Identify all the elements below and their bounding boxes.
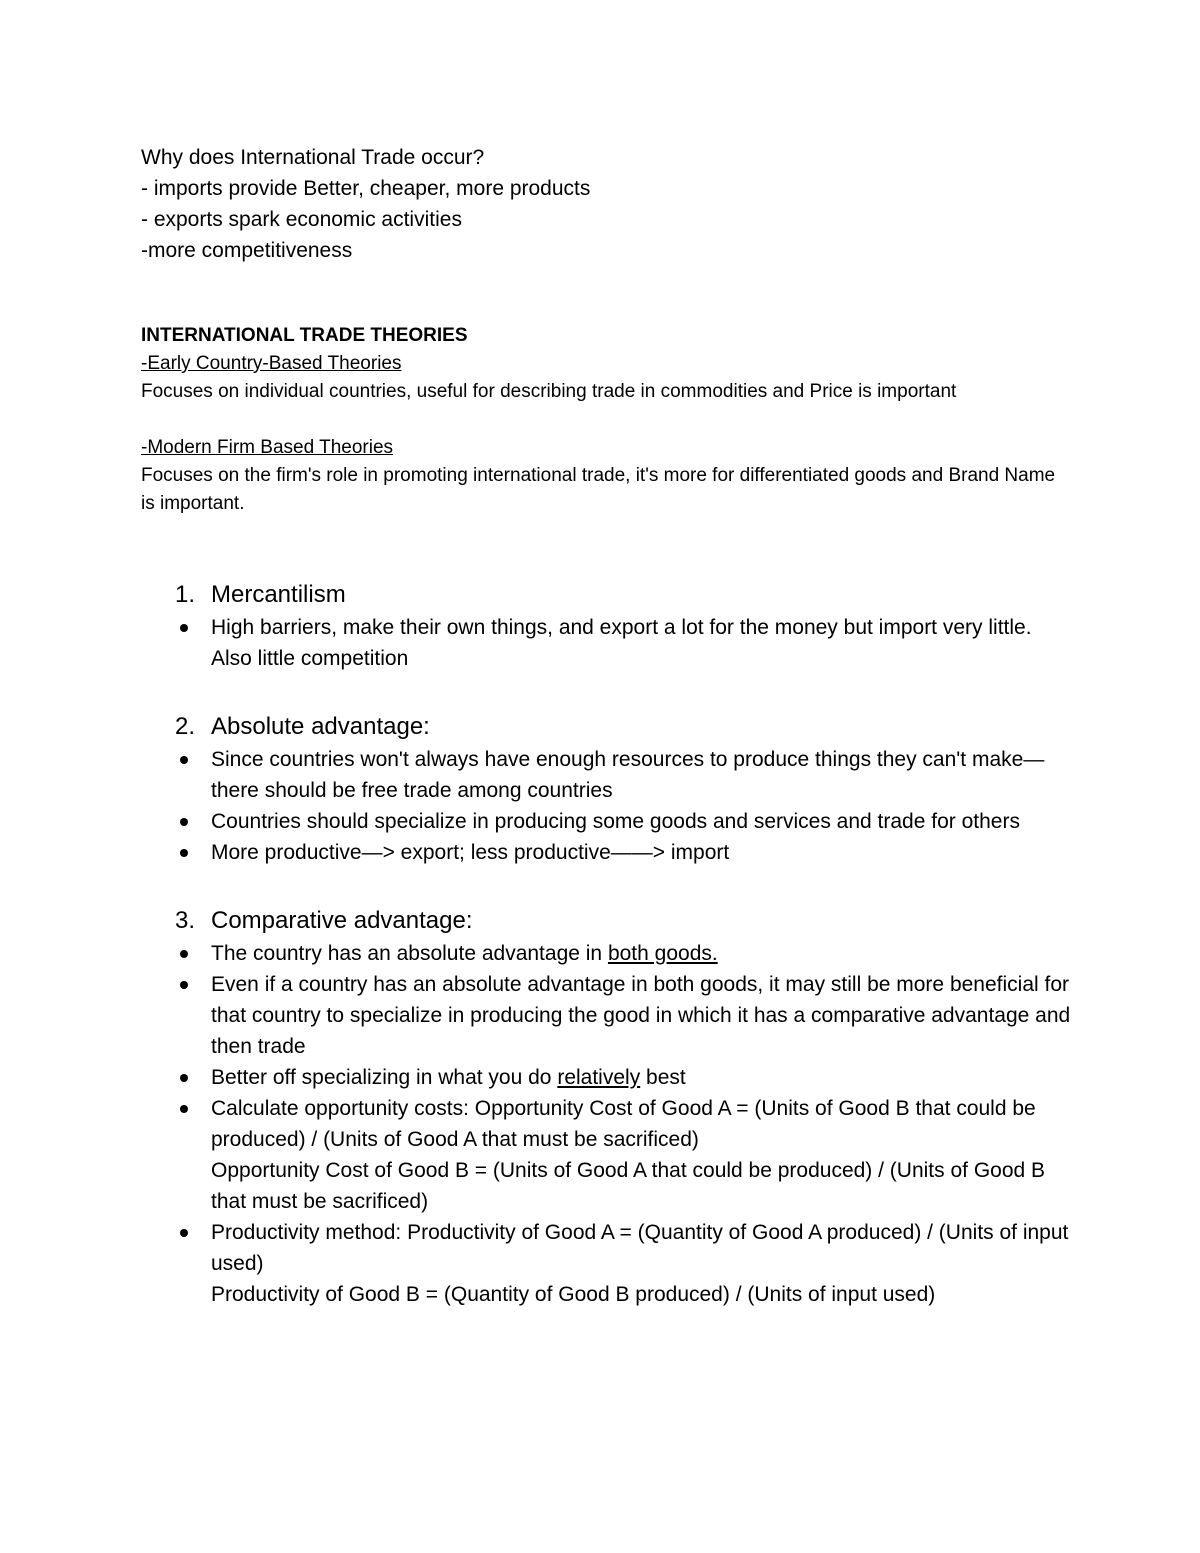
theories-block xyxy=(141,322,1071,518)
bullet-icon xyxy=(175,938,211,969)
underlined-text: both goods. xyxy=(607,942,718,965)
intro-point: -more competitiveness xyxy=(141,239,353,262)
list-item: Better off specializing in what you do relatively best xyxy=(175,1062,1075,1093)
section-number: 1. xyxy=(175,581,196,608)
underlined-text: relatively xyxy=(557,1066,641,1089)
section-number: 3. xyxy=(175,907,196,934)
list-item: Calculate opportunity costs: Opportunity Cost of Good A = (Units of Good B that could be produced) / (Units of Good A that must be sacrificed) Opportunity Cost of Good B = (Units of Good A that could be produced) / (Units of Good B that must be sacrificed) xyxy=(175,1093,1075,1217)
list-item: More productive—> export; less productive——> import xyxy=(175,837,1075,868)
intro-question: Why does International Trade occur? xyxy=(141,146,485,169)
bullet-icon xyxy=(175,1093,211,1217)
list-item: The country has an absolute advantage in both goods. xyxy=(175,938,1075,969)
intro-point: - imports provide Better, cheaper, more products xyxy=(141,177,591,200)
section-heading xyxy=(175,904,1075,938)
bullet-icon xyxy=(175,1217,211,1310)
bullet-icon xyxy=(175,806,211,837)
list-item: Productivity method: Productivity of Good A = (Quantity of Good A produced) / (Units of input used) Productivity of Good B = (Quantity of Good B produced) / (Units of input used) xyxy=(175,1217,1075,1310)
bullet-icon xyxy=(175,837,211,868)
list-item: Since countries won't always have enough resources to produce things they can't make— there should be free trade among countries xyxy=(175,744,1075,806)
numbered-sections xyxy=(175,578,1075,1310)
theories-heading: INTERNATIONAL TRADE THEORIES xyxy=(141,325,468,346)
bullet-icon xyxy=(175,969,211,1062)
bullet-icon xyxy=(175,1062,211,1093)
bullet-list xyxy=(175,938,1075,1310)
list-item: High barriers, make their own things, and export a lot for the money but import very little. Also little competition xyxy=(175,612,1075,674)
section-title: Absolute advantage: xyxy=(211,713,430,740)
list-item: Countries should specialize in producing some goods and services and trade for others xyxy=(175,806,1075,837)
section-number: 2. xyxy=(175,713,196,740)
bullet-list xyxy=(175,612,1075,674)
bullet-list xyxy=(175,744,1075,868)
bullet-icon xyxy=(175,744,211,806)
intro-block xyxy=(141,142,590,266)
section-heading xyxy=(175,578,1075,612)
bullet-icon xyxy=(175,612,211,674)
section-title: Mercantilism xyxy=(211,581,346,608)
modern-theories-text: Focuses on the firm's role in promoting international trade, it's more for differentiated goods and Brand Name is important. xyxy=(141,465,1056,514)
section-title: Comparative advantage: xyxy=(211,907,473,934)
early-theories-title: -Early Country-Based Theories xyxy=(141,353,402,374)
modern-theories-title: -Modern Firm Based Theories xyxy=(141,437,394,458)
early-theories-text: Focuses on individual countries, useful for describing trade in commodities and Price is important xyxy=(141,381,957,402)
intro-point: - exports spark economic activities xyxy=(141,208,462,231)
section-heading xyxy=(175,710,1075,744)
list-item: Even if a country has an absolute advantage in both goods, it may still be more beneficial for that country to specialize in producing the good in which it has a comparative advantage and then trade xyxy=(175,969,1075,1062)
